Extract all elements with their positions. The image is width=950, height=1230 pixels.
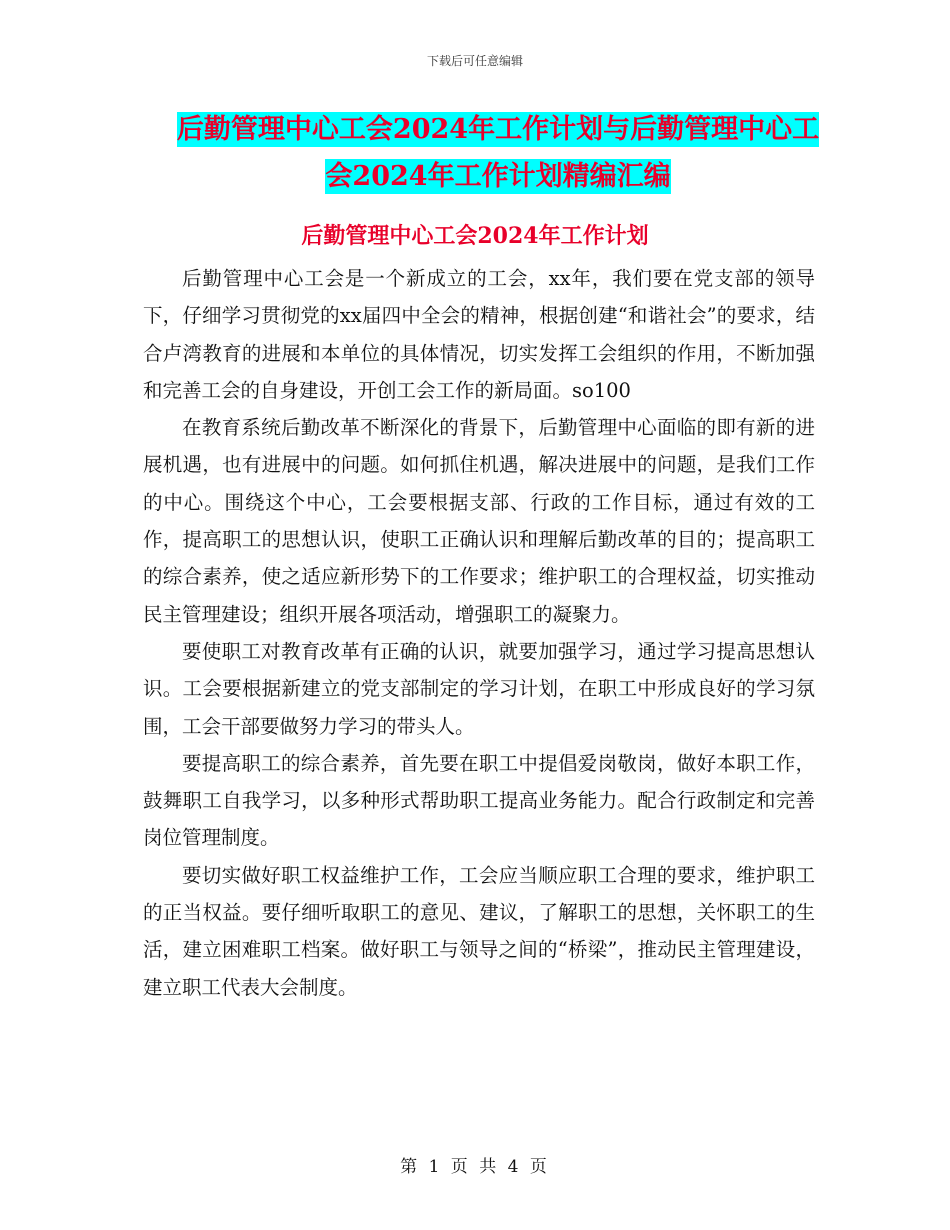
- section-title: 后勤管理中心工会2024年工作计划: [301, 223, 649, 249]
- header-note: 下载后可任意编辑: [426, 54, 523, 68]
- paragraph: 要提高职工的综合素养，首先要在职工中提倡爱岗敬岗，做好本职工作，鼓舞职工自我学习，以多种形式帮助职工提高业务能力。配合行政制定和完善岗位管理制度。: [143, 751, 815, 850]
- paragraph: 要切实做好职工权益维护工作，工会应当顺应职工合理的要求，维护职工的正当权益。要仔细听取职工的意见、建议，了解职工的思想，关怀职工的生活，建立困难职工档案。做好职工与领导之间的“桥梁”，推动民主管理建设，建立职工代表大会制度。: [143, 863, 815, 999]
- paragraph: 后勤管理中心工会是一个新成立的工会，xx年，我们要在党支部的领导下，仔细学习贯彻党的xx届四中全会的精神，根据创建“和谐社会”的要求，结合卢湾教育的进展和本单位的具体情况，切实发挥工会组织的作用，不断加强和完善工会的自身建设，开创工会工作的新局面。so100: [143, 267, 815, 402]
- paragraph: 要使职工对教育改革有正确的认识，就要加强学习，通过学习提高思想认识。工会要根据新建立的党支部制定的学习计划，在职工中形成良好的学习氛围，工会干部要做努力学习的带头人。: [143, 639, 815, 738]
- document-title: [140, 106, 856, 200]
- page-number: 第 1 页 共 4 页: [400, 1157, 550, 1177]
- title-line-1: 后勤管理中心工会2024年工作计划与后勤管理中心工: [176, 114, 820, 145]
- title-line-2: 会2024年工作计划精编汇编: [325, 161, 671, 192]
- body-text: [143, 260, 815, 1006]
- paragraph: 在教育系统后勤改革不断深化的背景下，后勤管理中心面临的即有新的进展机遇，也有进展中的问题。如何抓住机遇，解决进展中的问题，是我们工作的中心。围绕这个中心，工会要根据支部、行政的工作目标，通过有效的工作，提高职工的思想认识，使职工正确认识和理解后勤改革的目的；提高职工的综合素养，使之适应新形势下的工作要求；维护职工的合理权益，切实推动民主管理建设；组织开展各项活动，增强职工的凝聚力。: [143, 416, 815, 626]
